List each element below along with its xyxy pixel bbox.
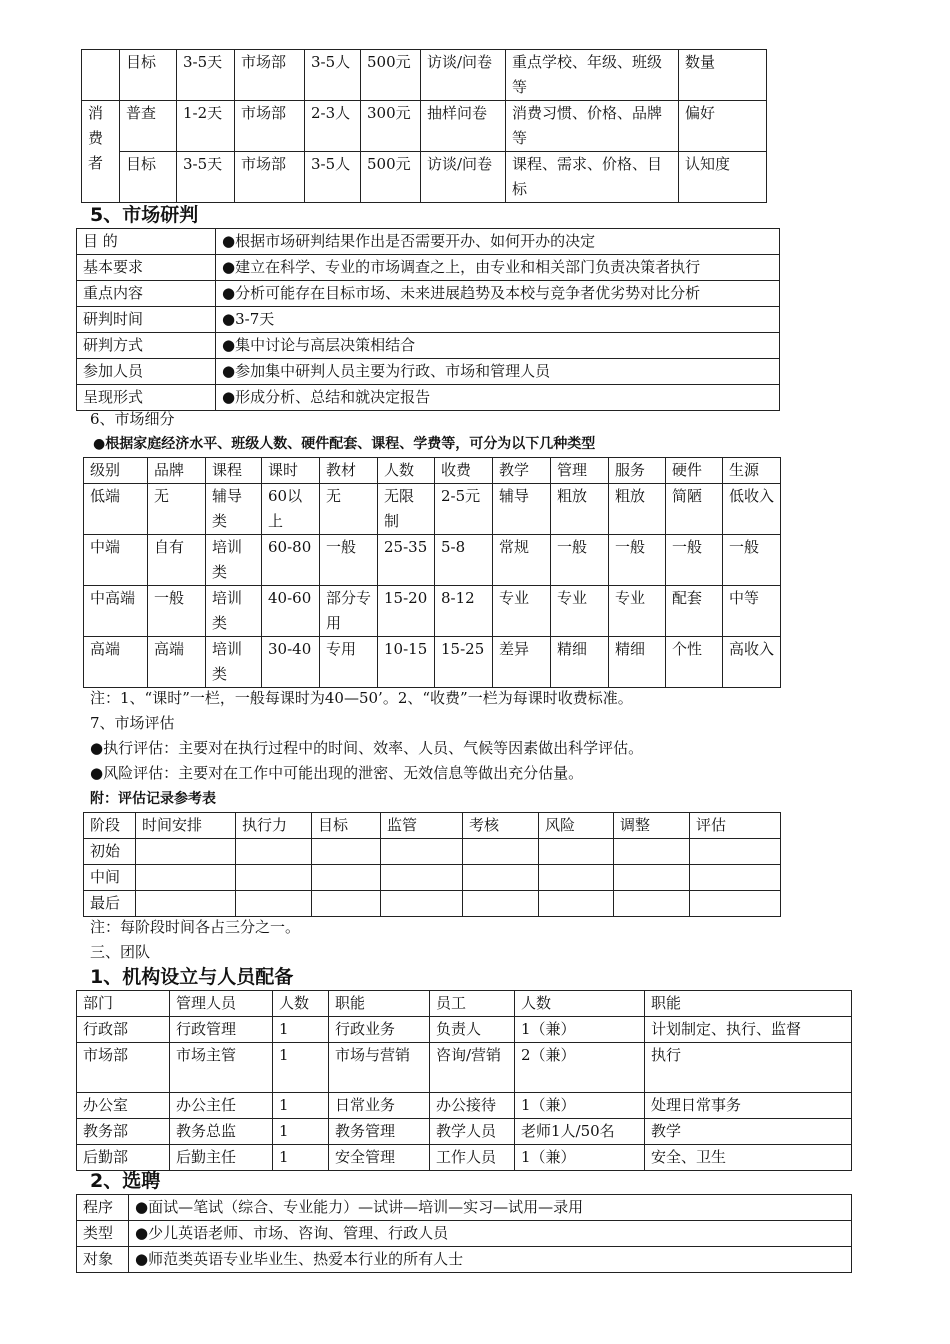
table-cell: 3-5天 xyxy=(177,50,235,101)
table-row xyxy=(84,891,781,917)
column-header: 阶段 xyxy=(84,813,136,839)
column-header: 调整 xyxy=(614,813,690,839)
row-label: 类型 xyxy=(77,1221,129,1247)
table-cell: 40-60 xyxy=(262,586,320,637)
table-row xyxy=(77,385,780,411)
section-heading: 6、市场细分 xyxy=(90,410,175,428)
table-cell xyxy=(539,839,614,865)
section-intro: ●根据家庭经济水平、班级人数、硬件配套、课程、学费等，可分为以下几种类型 xyxy=(93,436,596,452)
row-label: 目 的 xyxy=(77,229,216,255)
table-cell: 1（兼） xyxy=(515,1017,645,1043)
table-cell: 后勤主任 xyxy=(170,1145,273,1171)
table-cell: 市场部 xyxy=(235,152,305,203)
table-cell: 办公接待 xyxy=(430,1093,515,1119)
table-cell xyxy=(236,865,312,891)
table-cell: 专业 xyxy=(493,586,551,637)
table-cell: 个性 xyxy=(666,637,723,688)
table-cell: 行政业务 xyxy=(329,1017,430,1043)
table-cell: 1 xyxy=(273,1119,329,1145)
table-cell: 普查 xyxy=(120,101,177,152)
table-cell: 1 xyxy=(273,1145,329,1171)
table-cell: 安全管理 xyxy=(329,1145,430,1171)
column-header: 职能 xyxy=(329,991,430,1017)
column-header: 职能 xyxy=(645,991,852,1017)
table-cell: 市场与营销 xyxy=(329,1043,430,1093)
table-cell: 15-20 xyxy=(378,586,435,637)
table-cell: 30-40 xyxy=(262,637,320,688)
table-cell: 配套 xyxy=(666,586,723,637)
table-cell: 一般 xyxy=(666,535,723,586)
table-cell xyxy=(82,50,120,101)
table-cell: 1 xyxy=(273,1043,329,1093)
table-cell: 2（兼） xyxy=(515,1043,645,1093)
table-cell: 负责人 xyxy=(430,1017,515,1043)
table-cell: 3-5人 xyxy=(305,152,361,203)
table-cell: 3-5人 xyxy=(305,50,361,101)
table-cell: 执行 xyxy=(645,1043,852,1093)
table-cell: 抽样问卷 xyxy=(421,101,506,152)
column-header: 人数 xyxy=(515,991,645,1017)
table-cell: 专业 xyxy=(609,586,666,637)
table-row xyxy=(77,1043,852,1093)
table-cell: 偏好 xyxy=(679,101,767,152)
table-cell: 1 xyxy=(273,1093,329,1119)
table-cell: 一般 xyxy=(148,586,206,637)
table-cell xyxy=(136,839,236,865)
row-label: 程序 xyxy=(77,1195,129,1221)
table-cell: 一般 xyxy=(723,535,781,586)
row-label: 研判方式 xyxy=(77,333,216,359)
stage-label: 中间 xyxy=(84,865,136,891)
column-header: 生源 xyxy=(723,458,781,484)
table-cell: 日常业务 xyxy=(329,1093,430,1119)
table-row xyxy=(77,1145,852,1171)
row-value: ●师范类英语专业毕业生、热爱本行业的所有人士 xyxy=(129,1247,852,1273)
table-cell xyxy=(690,839,781,865)
table-cell: 60以上 xyxy=(262,484,320,535)
table-cell: 咨询/营销 xyxy=(430,1043,515,1093)
table-cell: 3-5天 xyxy=(177,152,235,203)
table-cell xyxy=(312,865,381,891)
table-cell xyxy=(614,839,690,865)
table-cell: 重点学校、年级、班级等 xyxy=(506,50,679,101)
table-cell: 高端 xyxy=(148,637,206,688)
table-cell: 低收入 xyxy=(723,484,781,535)
table-cell xyxy=(236,839,312,865)
table-header-row xyxy=(84,813,781,839)
table-cell: 课程、需求、价格、目标 xyxy=(506,152,679,203)
table-cell: 培训类 xyxy=(206,637,262,688)
table-cell: 无 xyxy=(320,484,378,535)
table-cell: 辅导 xyxy=(493,484,551,535)
table-cell xyxy=(381,865,463,891)
table-cell: 计划制定、执行、监督 xyxy=(645,1017,852,1043)
column-header: 执行力 xyxy=(236,813,312,839)
section-heading: 7、市场评估 xyxy=(90,714,175,732)
table-row xyxy=(82,101,767,152)
table-cell: 1（兼） xyxy=(515,1093,645,1119)
table-cell xyxy=(312,891,381,917)
column-header: 人数 xyxy=(273,991,329,1017)
table-cell: 消费者 xyxy=(82,101,120,203)
column-header: 服务 xyxy=(609,458,666,484)
evaluation-record-table xyxy=(83,812,781,917)
table-row xyxy=(77,333,780,359)
column-header: 硬件 xyxy=(666,458,723,484)
table-cell: 处理日常事务 xyxy=(645,1093,852,1119)
table-cell: 高端 xyxy=(84,637,148,688)
column-header: 教学 xyxy=(493,458,551,484)
table-cell: 中高端 xyxy=(84,586,148,637)
row-label: 研判时间 xyxy=(77,307,216,333)
stage-label: 最后 xyxy=(84,891,136,917)
section-heading: 5、市场研判 xyxy=(90,204,199,226)
table-cell: 一般 xyxy=(609,535,666,586)
column-header: 人数 xyxy=(378,458,435,484)
table-row xyxy=(84,535,781,586)
row-value: ●建立在科学、专业的市场调查之上，由专业和相关部门负责决策者执行 xyxy=(216,255,780,281)
table-cell: 常规 xyxy=(493,535,551,586)
table-cell: 教务管理 xyxy=(329,1119,430,1145)
evaluation-item: ●风险评估：主要对在工作中可能出现的泄密、无效信息等做出充分估量。 xyxy=(90,764,584,782)
table-cell: 粗放 xyxy=(609,484,666,535)
row-value: ●面试—笔试（综合、专业能力）—试讲—培训—实习—试用—录用 xyxy=(129,1195,852,1221)
table-row xyxy=(84,586,781,637)
row-value: ●形成分析、总结和就决定报告 xyxy=(216,385,780,411)
table-cell: 培训类 xyxy=(206,586,262,637)
evaluation-item: ●执行评估：主要对在执行过程中的时间、效率、人员、气候等因素做出科学评估。 xyxy=(90,739,644,757)
table-cell: 市场部 xyxy=(235,50,305,101)
table-row xyxy=(84,484,781,535)
table-cell: 工作人员 xyxy=(430,1145,515,1171)
table-cell: 500元 xyxy=(361,152,421,203)
row-value: ●少儿英语老师、市场、咨询、管理、行政人员 xyxy=(129,1221,852,1247)
table-cell: 高收入 xyxy=(723,637,781,688)
table-cell: 老师1人/50名 xyxy=(515,1119,645,1145)
table-cell xyxy=(614,865,690,891)
column-header: 课时 xyxy=(262,458,320,484)
appendix-title: 附：评估记录参考表 xyxy=(90,791,216,807)
table-cell: 500元 xyxy=(361,50,421,101)
table-cell: 中端 xyxy=(84,535,148,586)
section-heading: 1、机构设立与人员配备 xyxy=(90,966,294,988)
table-cell: 部分专用 xyxy=(320,586,378,637)
column-header: 管理 xyxy=(551,458,609,484)
table-cell: 无 xyxy=(148,484,206,535)
segment-note: 注：1、“课时”一栏，一般每课时为40—50’。2、“收费”一栏为每课时收费标准。 xyxy=(90,689,633,707)
table-cell: 教务部 xyxy=(77,1119,170,1145)
table-cell: 认知度 xyxy=(679,152,767,203)
table-cell: 教学 xyxy=(645,1119,852,1145)
row-value: ●根据市场研判结果作出是否需要开办、如何开办的决定 xyxy=(216,229,780,255)
column-header: 风险 xyxy=(539,813,614,839)
table-cell: 中等 xyxy=(723,586,781,637)
table-cell xyxy=(236,891,312,917)
table-cell xyxy=(136,891,236,917)
table-cell xyxy=(463,865,539,891)
table-cell: 教务总监 xyxy=(170,1119,273,1145)
row-value: ●3-7天 xyxy=(216,307,780,333)
market-analysis-table xyxy=(76,228,780,411)
market-segment-table xyxy=(83,457,781,688)
table-row xyxy=(77,255,780,281)
column-header: 时间安排 xyxy=(136,813,236,839)
row-label: 对象 xyxy=(77,1247,129,1273)
table-cell: 培训类 xyxy=(206,535,262,586)
table-cell: 300元 xyxy=(361,101,421,152)
table-cell: 15-25 xyxy=(435,637,493,688)
table-cell: 目标 xyxy=(120,50,177,101)
table-cell: 办公室 xyxy=(77,1093,170,1119)
table-cell: 60-80 xyxy=(262,535,320,586)
evaluation-note: 注：每阶段时间各占三分之一。 xyxy=(90,918,301,936)
stage-label: 初始 xyxy=(84,839,136,865)
table-cell: 一般 xyxy=(551,535,609,586)
table-cell: 25-35 xyxy=(378,535,435,586)
table-cell xyxy=(539,865,614,891)
table-cell xyxy=(614,891,690,917)
table-cell: 1 xyxy=(273,1017,329,1043)
table-cell: 8-12 xyxy=(435,586,493,637)
table-row xyxy=(82,152,767,203)
staffing-table xyxy=(76,990,852,1171)
table-row xyxy=(77,359,780,385)
table-cell: 后勤部 xyxy=(77,1145,170,1171)
table-cell xyxy=(381,839,463,865)
table-cell: 1-2天 xyxy=(177,101,235,152)
column-header: 考核 xyxy=(463,813,539,839)
table-cell: 简陋 xyxy=(666,484,723,535)
row-value: ●集中讨论与高层决策相结合 xyxy=(216,333,780,359)
table-cell: 市场部 xyxy=(235,101,305,152)
table-header-row xyxy=(77,991,852,1017)
table-cell: 教学人员 xyxy=(430,1119,515,1145)
table-cell xyxy=(463,891,539,917)
table-row xyxy=(77,1017,852,1043)
table-row xyxy=(77,281,780,307)
table-cell: 辅导类 xyxy=(206,484,262,535)
table-cell: 访谈/问卷 xyxy=(421,152,506,203)
table-cell: 10-15 xyxy=(378,637,435,688)
table-row xyxy=(84,865,781,891)
row-label: 参加人员 xyxy=(77,359,216,385)
column-header: 评估 xyxy=(690,813,781,839)
table-cell: 安全、卫生 xyxy=(645,1145,852,1171)
column-header: 收费 xyxy=(435,458,493,484)
table-cell: 目标 xyxy=(120,152,177,203)
table-cell xyxy=(463,839,539,865)
column-header: 目标 xyxy=(312,813,381,839)
table-cell xyxy=(312,839,381,865)
row-value: ●分析可能存在目标市场、未来进展趋势及本校与竞争者优劣势对比分析 xyxy=(216,281,780,307)
table-cell: 市场主管 xyxy=(170,1043,273,1093)
table-cell: 专业 xyxy=(551,586,609,637)
table-cell xyxy=(381,891,463,917)
column-header: 部门 xyxy=(77,991,170,1017)
table-cell xyxy=(690,891,781,917)
column-header: 教材 xyxy=(320,458,378,484)
table-cell: 1（兼） xyxy=(515,1145,645,1171)
row-value: ●参加集中研判人员主要为行政、市场和管理人员 xyxy=(216,359,780,385)
table-row xyxy=(77,307,780,333)
table-row xyxy=(77,1093,852,1119)
table-cell: 行政部 xyxy=(77,1017,170,1043)
table-row xyxy=(82,50,767,101)
column-header: 管理人员 xyxy=(170,991,273,1017)
table-cell xyxy=(690,865,781,891)
table-cell: 一般 xyxy=(320,535,378,586)
column-header: 员工 xyxy=(430,991,515,1017)
table-cell: 自有 xyxy=(148,535,206,586)
column-header: 品牌 xyxy=(148,458,206,484)
table-header-row xyxy=(84,458,781,484)
table-cell: 消费习惯、价格、品牌等 xyxy=(506,101,679,152)
table-cell: 数量 xyxy=(679,50,767,101)
recruitment-table xyxy=(76,1194,852,1273)
table-cell: 差异 xyxy=(493,637,551,688)
table-cell: 精细 xyxy=(609,637,666,688)
table-cell: 无限制 xyxy=(378,484,435,535)
table-row xyxy=(84,637,781,688)
table-row xyxy=(77,1247,852,1273)
table-cell: 专用 xyxy=(320,637,378,688)
column-header: 监管 xyxy=(381,813,463,839)
table-row xyxy=(84,839,781,865)
column-header: 级别 xyxy=(84,458,148,484)
survey-table xyxy=(81,49,767,203)
table-cell: 5-8 xyxy=(435,535,493,586)
row-label: 重点内容 xyxy=(77,281,216,307)
table-cell: 访谈/问卷 xyxy=(421,50,506,101)
row-label: 呈现形式 xyxy=(77,385,216,411)
table-cell: 精细 xyxy=(551,637,609,688)
row-label: 基本要求 xyxy=(77,255,216,281)
table-cell: 低端 xyxy=(84,484,148,535)
table-cell: 2-5元 xyxy=(435,484,493,535)
section-heading: 2、选聘 xyxy=(90,1170,161,1192)
column-header: 课程 xyxy=(206,458,262,484)
table-cell: 办公主任 xyxy=(170,1093,273,1119)
table-row xyxy=(77,229,780,255)
table-row xyxy=(77,1195,852,1221)
table-cell xyxy=(539,891,614,917)
table-cell: 2-3人 xyxy=(305,101,361,152)
table-cell xyxy=(136,865,236,891)
part-heading: 三、团队 xyxy=(90,943,151,961)
table-cell: 市场部 xyxy=(77,1043,170,1093)
table-row xyxy=(77,1119,852,1145)
table-cell: 粗放 xyxy=(551,484,609,535)
table-row xyxy=(77,1221,852,1247)
table-cell: 行政管理 xyxy=(170,1017,273,1043)
